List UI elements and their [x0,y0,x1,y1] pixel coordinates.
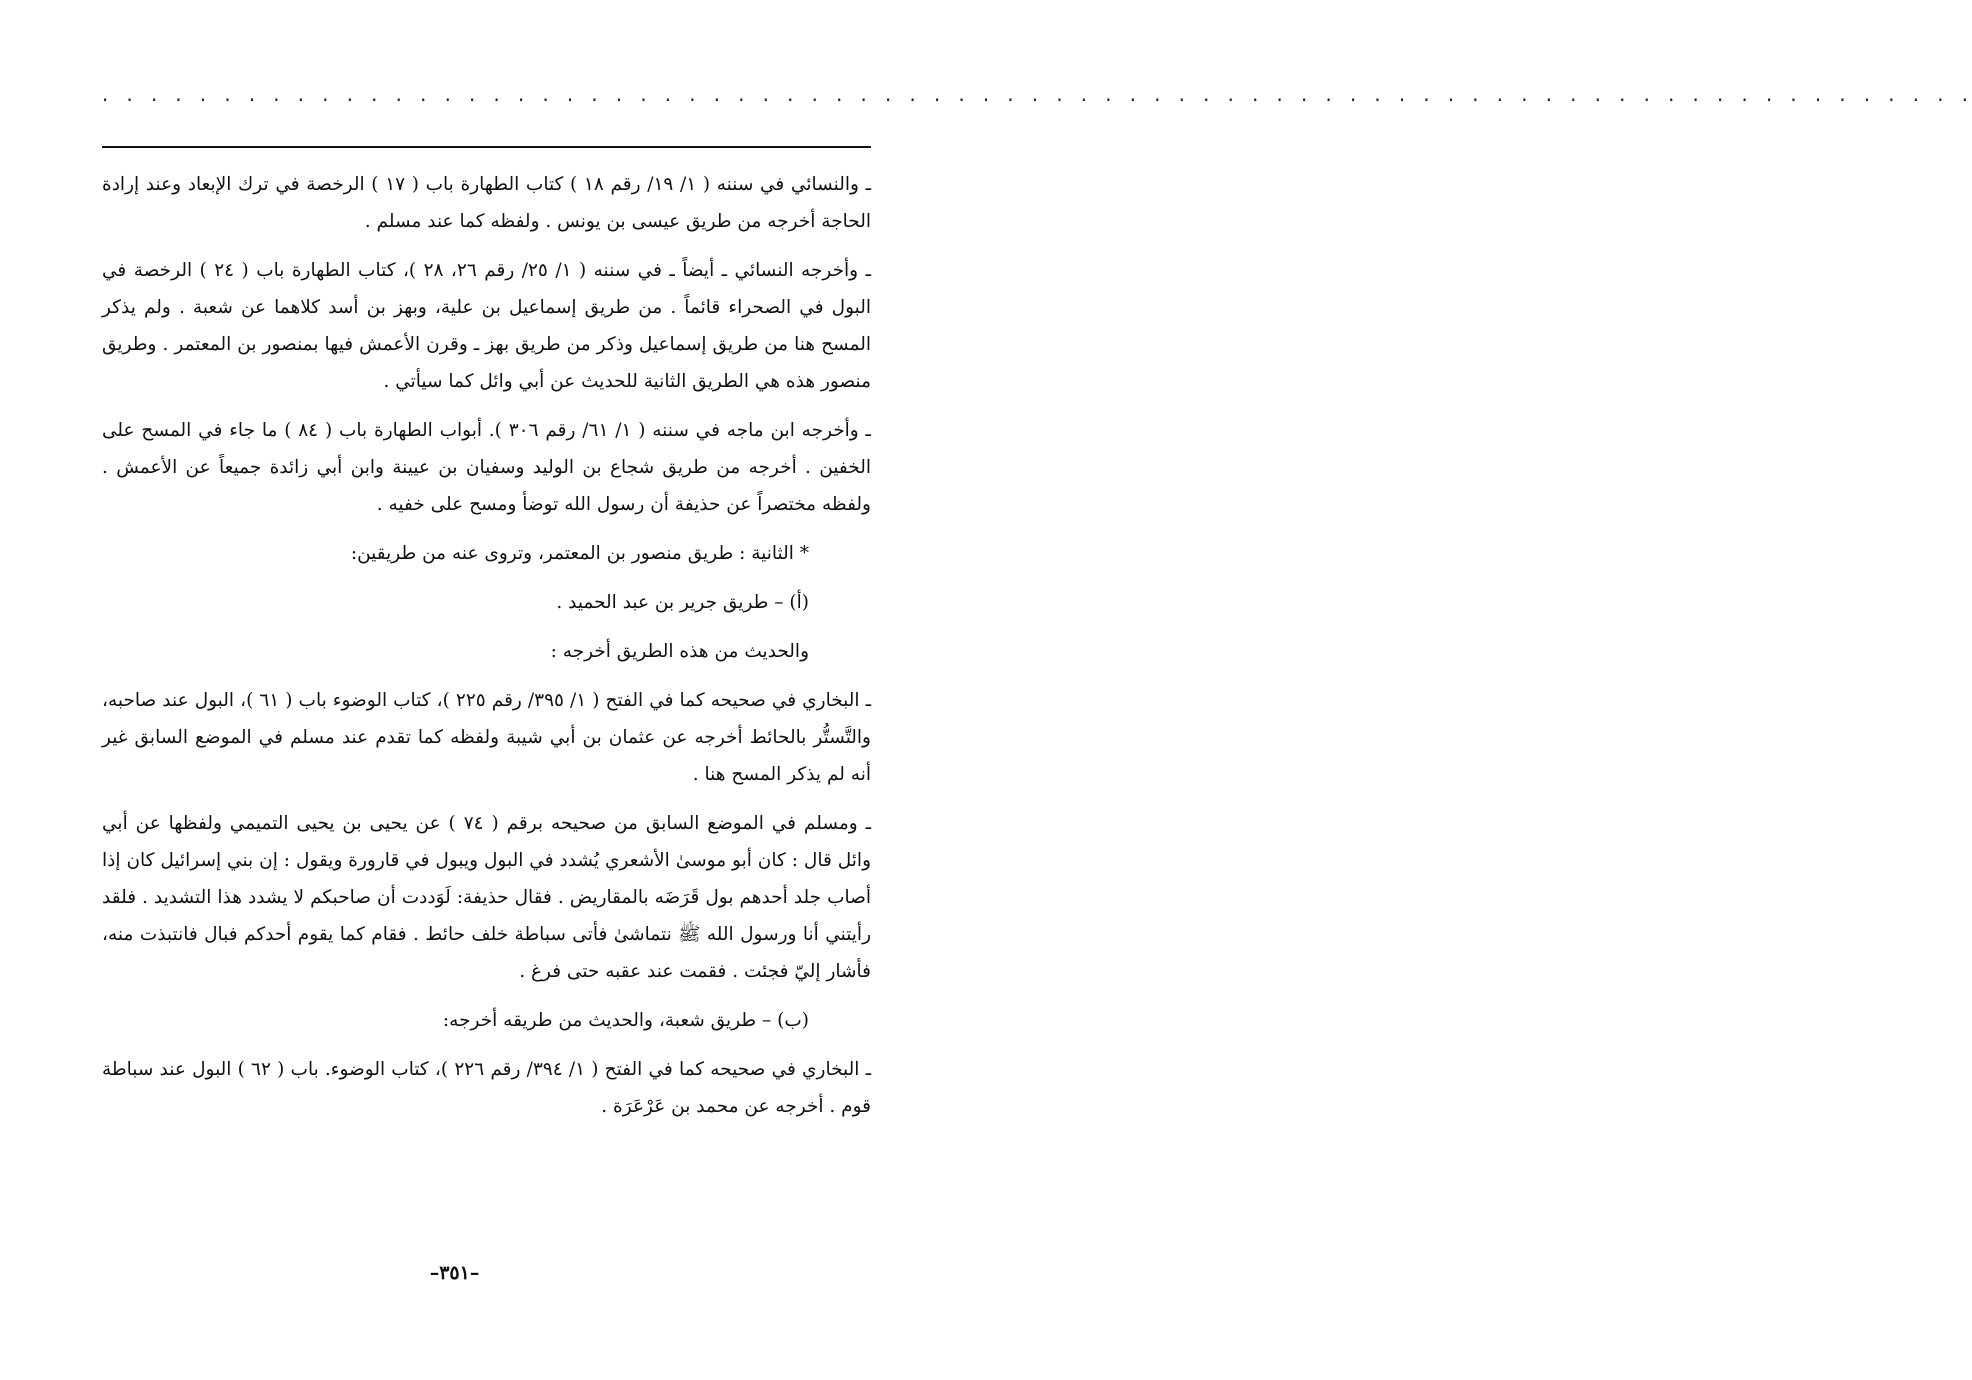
intro-line-path-a: والحديث من هذه الطريق أخرجه : [550,641,809,662]
paragraph-nasai-1: ـ والنسائي في سننه ( ١/ ١٩/ رقم ١٨ ) كتاب الطهارة باب ( ١٧ ) الرخصة في ترك الإبعاد وعند إرادة الحاجة أخرجه من طريق عيسى بن يونس . ولفظه كما عند مسلم . [102,174,872,232]
paragraph-bukhari-1: ـ البخاري في صحيحه كما في الفتح ( ١/ ٣٩٥/ رقم ٢٢٥ )، كتاب الوضوء باب ( ٦١ )، البول عند صاحبه، والتَّستُّر بالحائط أخرجه عن عثمان بن أبي شيبة ولفظه كما تقدم عند مسلم في الموضع السابق غير أنه لم يذكر المسح هنا . [102,690,872,785]
page-number: –٣٥١– [429,1262,480,1284]
footnote-rule [102,146,871,148]
subheading-path-a: (أ) – طريق جرير بن عبد الحميد . [556,592,809,613]
paragraph-muslim: ـ ومسلم في الموضع السابق من صحيحه برقم ( ٧٤ ) عن يحيى بن يحيى التميمي ولفظها عن أبي وائل قال : كان أبو موسىٰ الأشعري يُشدد في البول ويبول في قارورة ويقول : إن بني إسرائيل كان إذا أصاب جلد أحدهم بول قَرَضَه بالمقاريض . فقال حذيفة: لَوَددت أن صاحبكم لا يشدد هذا التشديد . فلقد رأيتني أنا ورسول الله ﷺ نتماشىٰ فأتى سباطة خلف حائط . فقام كما يقوم أحدكم فبال فانتبذت منه، فأشار إليّ فجئت . فقمت عند عقبه حتى فرغ . [102,813,871,982]
paragraph-ibn-majah: ـ وأخرجه ابن ماجه في سننه ( ١/ ٦١/ رقم ٣٠٦ ). أبواب الطهارة باب ( ٨٤ ) ما جاء في المسح على الخفين . أخرجه من طريق شجاع بن الوليد وسفيان بن عيينة وابن أبي زائدة جميعاً عن الأعمش . ولفظه مختصراً عن حذيفة أن رسول الله توضأ ومسح على خفيه . [102,420,871,515]
footnote-body [102,166,871,1137]
subheading-path-b: (ب) – طريق شعبة، والحديث من طريقه أخرجه: [442,1010,809,1031]
paragraph-bukhari-2: ـ البخاري في صحيحه كما في الفتح ( ١/ ٣٩٤/ رقم ٢٢٦ )، كتاب الوضوء. باب ( ٦٢ ) البول عند سباطة قوم . أخرجه عن محمد بن عَرْعَرَة . [102,1059,872,1117]
paragraph-nasai-2: ـ وأخرجه النسائي ـ أيضاً ـ في سننه ( ١/ ٢٥/ رقم ٢٦، ٢٨ )، كتاب الطهارة باب ( ٢٤ ) الرخصة في البول في الصحراء قائماً . من طريق إسماعيل بن علية، وبهز بن أسد كلاهما عن شعبة . ولم يذكر المسح هنا من طريق إسماعيل وذكر من طريق بهز ـ وقرن الأعمش فيها بمنصور بن المعتمر . وطريق منصور هذه هي الطريق الثانية للحديث عن أبي وائل كما سيأتي . [102,260,871,392]
section-heading-second-path: * الثانية : طريق منصور بن المعتمر، وتروى عنه من طريقين: [350,543,809,564]
ellipsis-separator: . . . . . . . . . . . . . . . . . . . . . . . . . . . . . . . . . . . . . . . . . . . . . . . . . . . . . . . . . . . . . . . . . . . . . . . . . . . . . [100,86,1972,106]
